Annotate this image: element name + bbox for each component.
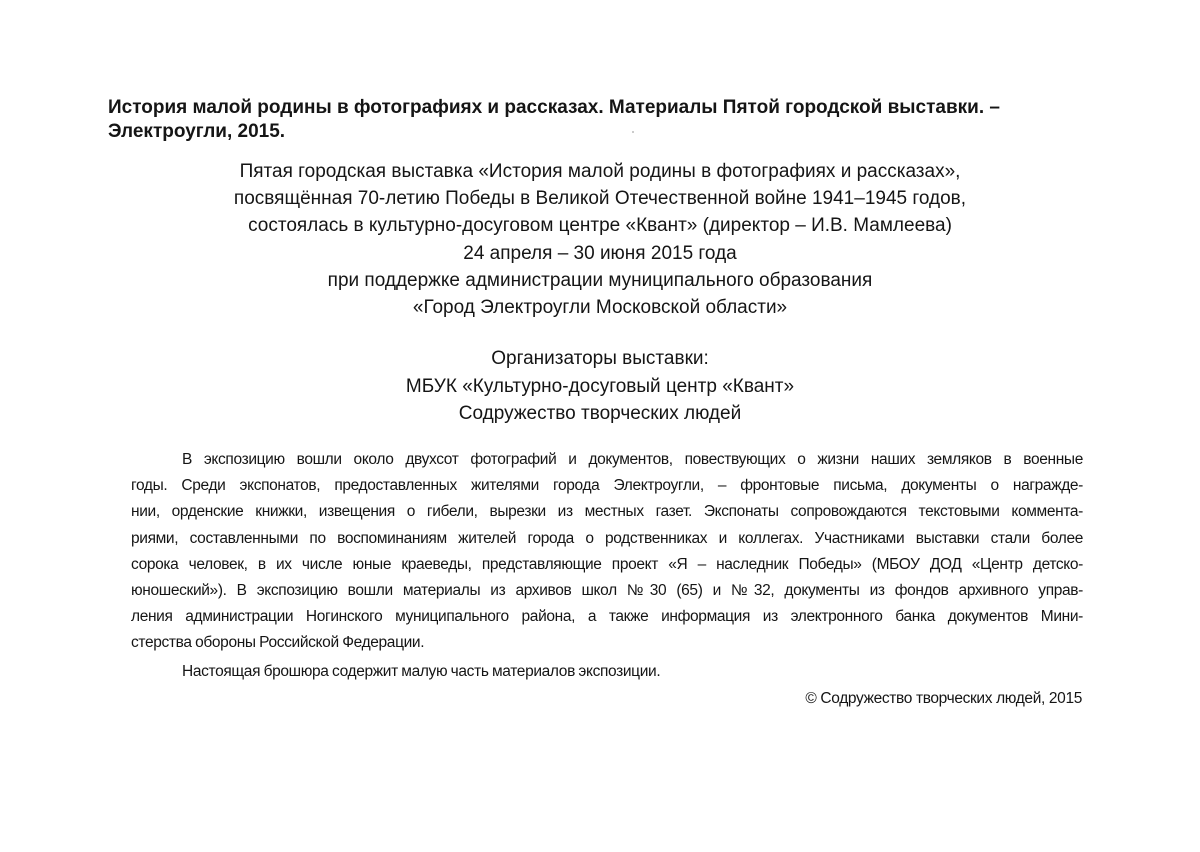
paragraph-line: В экспозицию вошли около двухсот фотографий и документов, повествующих о жизни наших земляков в военные [182, 451, 1083, 468]
title-line: История малой родины в фотографиях и рассказах. Материалы Пятой городской выставки. – [108, 97, 1000, 118]
title-line: Электроугли, 2015. [108, 121, 286, 142]
paragraph-line: риями, составленными по воспоминаниям жителей города о родственниках и коллегах. Участниками выставки стали более [131, 529, 1083, 547]
organizers [100, 345, 1100, 428]
paragraph-line: ления администрации Ногинского муниципального района, а также информация из электронного банка документов Мини- [131, 608, 1083, 626]
exhibition-line: при поддержке администрации муниципального образования [327, 269, 873, 291]
paragraph-line: юношеский»). В экспозицию вошли материалы из архивов школ №30 (65) и №32, документы из фондов архивного управ- [131, 582, 1083, 600]
copyright-line: © Содружество творческих людей, 2015 [805, 690, 1082, 707]
exhibition-line: 24 апреля – 30 июня 2015 года [463, 242, 737, 264]
document-title [108, 96, 1098, 144]
organizers-heading: Организаторы выставки: [491, 348, 709, 369]
organizer-name: МБУК «Культурно-досуговый центр «Квант» [405, 375, 795, 397]
organizer-name: Содружество творческих людей [458, 403, 742, 424]
exhibition-line: Пятая городская выставка «История малой родины в фотографиях и рассказах», [239, 161, 961, 182]
exhibition-info [100, 158, 1100, 321]
exposition-paragraph [131, 447, 1083, 685]
exhibition-line: посвящённая 70-летию Победы в Великой Отечественной войне 1941–1945 годов, [233, 188, 967, 210]
scan-speck [632, 131, 634, 133]
brochure-note: Настоящая брошюра содержит малую часть материалов экспозиции. [182, 662, 661, 680]
paragraph-line: годы. Среди экспонатов, предоставленных жителями города Электроугли, – фронтовые письма, документы о награжде- [131, 477, 1083, 495]
exhibition-line: «Город Электроугли Московской области» [412, 297, 788, 319]
paragraph-line: стерства обороны Российской Федерации. [131, 634, 425, 652]
exhibition-line: состоялась в культурно-досуговом центре «Квант» (директор – И.В. Мамлеева) [248, 215, 952, 237]
paragraph-line: нии, орденские книжки, извещения о гибели, вырезки из местных газет. Экспонаты сопровождаются текстовыми коммента- [131, 503, 1083, 521]
paragraph-line: сорока человек, в их числе юные краеведы, представляющие проект «Я – наследник Победы» (МБОУ ДОД «Центр детско- [131, 555, 1083, 573]
